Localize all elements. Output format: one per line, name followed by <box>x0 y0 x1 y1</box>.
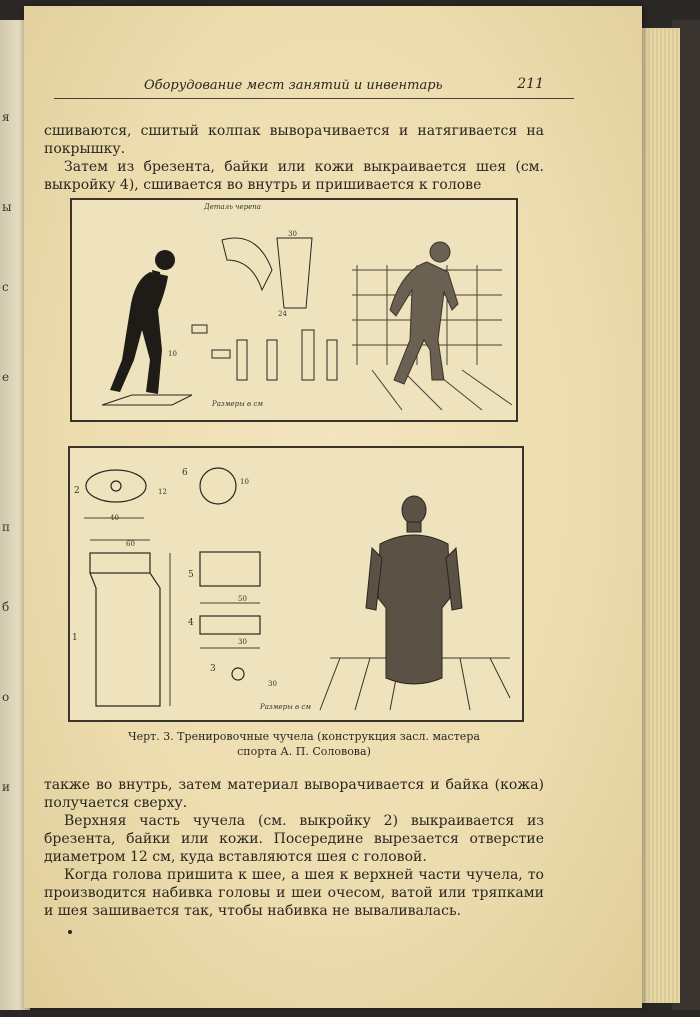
figure-label: Деталь черепа <box>204 203 261 211</box>
left-page-fragment: с <box>2 280 9 294</box>
dummy-torso-figure <box>366 496 462 684</box>
dimension-label: 40 <box>110 514 119 522</box>
dimension-label: 24 <box>278 310 287 318</box>
dimension-label: 10 <box>168 350 177 358</box>
running-title: Оборудование мест занятий и инвентарь <box>144 78 443 93</box>
left-page-fragment: ы <box>2 200 12 214</box>
left-page-fragment: б <box>2 600 10 614</box>
part-number: 5 <box>188 570 194 580</box>
part-number: 4 <box>188 618 194 628</box>
black-dummy-figure <box>110 250 175 394</box>
caption-line: Черт. 3. Тренировочные чучела (конструкция засл. мастера <box>128 730 480 743</box>
left-page-fragment: е <box>2 370 10 384</box>
part-number: 6 <box>182 468 188 478</box>
paragraph: Затем из брезента, байки или кожи выкраивается шея (см. выкройку 4), сшивается во внутрь и пришивается к голове <box>44 159 544 193</box>
left-page-fragment: я <box>2 110 10 124</box>
left-page-fragment: и <box>2 780 10 794</box>
dimension-label: 30 <box>288 230 297 238</box>
dimension-label: 10 <box>240 478 249 486</box>
caption-line: спорта А. П. Соловова) <box>237 745 371 758</box>
dimension-label: 60 <box>126 540 135 548</box>
page-number: 211 <box>517 76 544 92</box>
shaded-dummy-figure <box>390 242 458 384</box>
figure-bottom <box>68 446 524 722</box>
figure-label: Размеры в см <box>212 400 264 408</box>
book-page <box>24 6 642 1008</box>
dimension-label: 30 <box>268 680 277 688</box>
figure-caption <box>104 729 504 759</box>
paragraph: Верхняя часть чучела (см. выкройку 2) выкраивается из брезента, байки или кожи. Посередине вырезается отверстие диаметром 12 см, куда вставляются шея с головой. <box>44 813 544 865</box>
body-text-bottom <box>44 776 544 920</box>
paragraph: сшиваются, сшитый колпак выворачивается и натягивается на покрышку. <box>44 123 544 157</box>
dimension-label: 30 <box>238 638 247 646</box>
body-text-top <box>44 122 544 194</box>
bottom-figure-drawing <box>70 448 518 716</box>
left-page-fragment: о <box>2 690 10 704</box>
part-number: 2 <box>74 486 80 496</box>
left-page-fragment: п <box>2 520 10 534</box>
dimension-label: 50 <box>238 595 247 603</box>
header-rule <box>54 98 574 99</box>
running-header <box>144 76 544 96</box>
part-number: 1 <box>72 633 78 643</box>
figure-label: Размеры в см <box>260 703 312 711</box>
figure-top <box>70 198 518 422</box>
paragraph: также во внутрь, затем материал выворачивается и байка (кожа) получается сверху. <box>44 777 544 811</box>
dimension-label: 12 <box>158 488 167 496</box>
page-mark <box>68 930 72 934</box>
part-number: 3 <box>210 664 216 674</box>
pattern-pieces <box>86 468 260 706</box>
paragraph: Когда голова пришита к шее, а шея к верхней части чучела, то производится набивка головы и шеи очесом, ватой или тряпками и шея зашивается так, чтобы набивка не вываливалась. <box>44 867 544 919</box>
